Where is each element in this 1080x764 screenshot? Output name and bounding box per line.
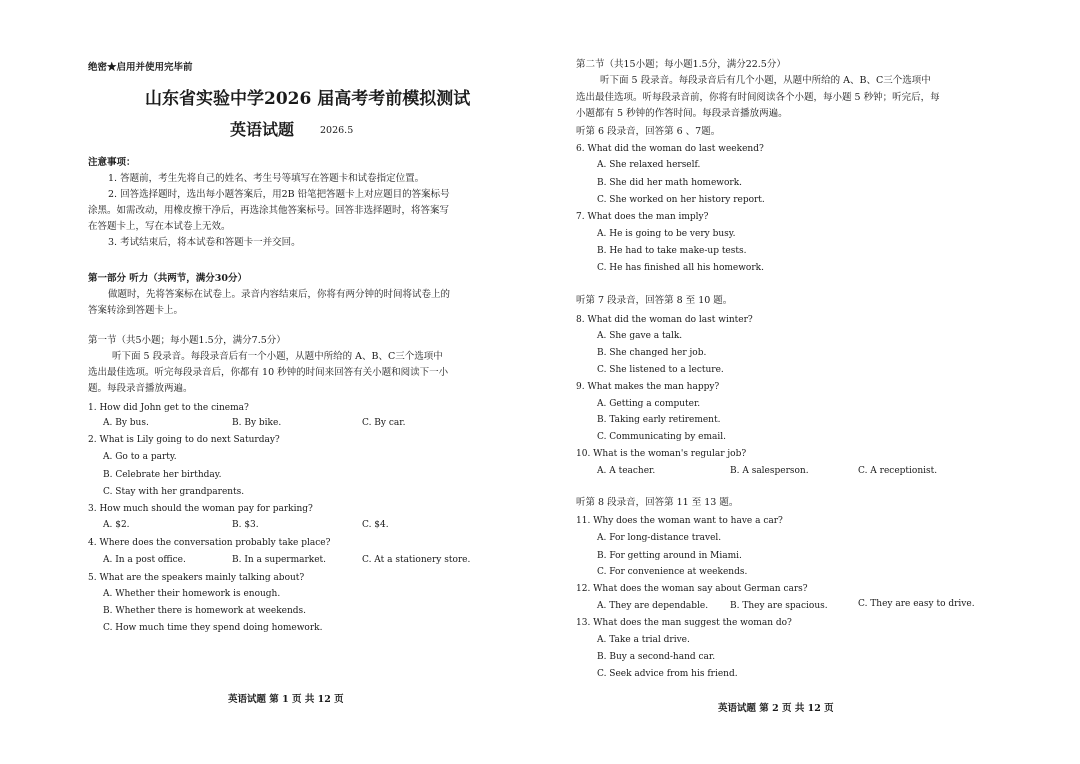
exam-date: 2026.5 [320,125,354,136]
question-13: 13. What does the man suggest the woman do? [576,618,792,628]
question-3: 3. How much should the woman pay for parking? [88,504,313,514]
section2-heading: 第二节（共15小题；每小题1.5分，满分22.5分） [576,59,786,70]
section1-intro-1: 听下面 5 段录音。每段录音后有一个小题，从题中所给的 A、B、C三个选项中 [112,351,443,362]
q4-option-b: B. In a supermarket. [232,555,327,565]
question-12: 12. What does the woman say about German cars? [576,584,808,594]
q2-option-c: C. Stay with her grandparents. [103,487,245,497]
page-footer: 英语试题 第 1 页 共 12 页 [228,694,344,705]
question-11: 11. Why does the woman want to have a car? [576,516,783,526]
q8-option-c: C. She listened to a lecture. [597,365,724,375]
section2-intro-3: 小题都有 5 秒钟的作答时间。每段录音播放两遍。 [576,108,788,119]
section1-intro-2: 选出最佳选项。听完每段录音后，你都有 10 秒钟的时间来回答有关小题和阅读下一小 [88,367,449,378]
q3-option-c: C. $4. [362,520,389,530]
q7-option-b: B. He had to take make-up tests. [597,246,747,256]
q5-option-c: C. How much time they spend doing homework. [103,623,323,633]
note-2-cont: 涂黑。如需改动，用橡皮擦干净后，再选涂其他答案标号。回答非选择题时，将答案写 [88,205,450,216]
q5-option-a: A. Whether their homework is enough. [103,589,281,599]
exam-title: 山东省实验中学2026 届高考考前模拟测试 [145,89,471,109]
q4-option-a: A. In a post office. [103,555,186,565]
q6-option-a: A. She relaxed herself. [597,160,701,170]
question-5: 5. What are the speakers mainly talking about? [88,573,305,583]
q6-option-c: C. She worked on her history report. [597,195,765,205]
section1-intro-3: 题。每段录音播放两遍。 [88,383,193,394]
note-1: 1. 答题前，考生先将自己的姓名、考生号等填写在答题卡和试卷指定位置。 [108,173,425,184]
subject-title: 英语试题 [230,120,295,139]
page-footer: 英语试题 第 2 页 共 12 页 [718,703,834,714]
q8-option-b: B. She changed her job. [597,348,707,358]
notes-heading: 注意事项： [88,157,136,168]
section2-intro-2: 选出最佳选项。听每段录音前，你将有时间阅读各个小题，每小题 5 秒钟；听完后，每 [576,92,940,103]
q10-option-b: B. A salesperson. [730,466,809,476]
q3-option-a: A. $2. [103,520,130,530]
q10-option-a: A. A teacher. [597,466,656,476]
q11-option-b: B. For getting around in Miami. [597,551,742,561]
q12-option-a: A. They are dependable. [597,601,709,611]
exam-page-2 [540,0,1080,764]
q12-option-b: B. They are spacious. [730,601,828,611]
section2-intro-1: 听下面 5 段录音。每段录音后有几个小题，从题中所给的 A、B、C三个选项中 [600,75,931,86]
question-8: 8. What did the woman do last winter? [576,315,753,325]
q7-option-a: A. He is going to be very busy. [597,229,736,239]
q4-option-c: C. At a stationery store. [362,555,471,565]
part1-heading: 第一部分 听力（共两节，满分30分） [88,273,248,284]
q9-option-a: A. Getting a computer. [597,399,701,409]
q9-option-c: C. Communicating by email. [597,432,727,442]
question-6: 6. What did the woman do last weekend? [576,144,764,154]
q13-option-b: B. Buy a second-hand car. [597,652,716,662]
note-2-end: 在答题卡上，写在本试卷上无效。 [88,221,231,232]
q8-option-a: A. She gave a talk. [597,331,683,341]
q9-option-b: B. Taking early retirement. [597,415,721,425]
note-2: 2. 回答选择题时，选出每小题答案后，用2B 铅笔把答题卡上对应题目的答案标号 [108,189,450,200]
question-1: 1. How did John get to the cinema? [88,403,249,413]
q13-option-a: A. Take a trial drive. [597,635,690,645]
q6-option-b: B. She did her math homework. [597,178,743,188]
question-7: 7. What does the man imply? [576,212,709,222]
q12-option-c: C. They are easy to drive. [858,599,975,609]
q11-option-a: A. For long-distance travel. [597,533,722,543]
part1-intro-1: 做题时，先将答案标在试卷上。录音内容结束后，你将有两分钟的时间将试卷上的 [108,289,451,300]
q3-option-b: B. $3. [232,520,259,530]
q1-option-a: A. By bus. [103,418,149,428]
question-9: 9. What makes the man happy? [576,382,720,392]
q11-option-c: C. For convenience at weekends. [597,567,748,577]
question-4: 4. Where does the conversation probably take place? [88,538,331,548]
q1-option-c: C. By car. [362,418,406,428]
segment-8-heading: 听第 8 段录音，回答第 11 至 13 题。 [576,497,739,508]
segment-6-heading: 听第 6 段录音，回答第 6 、7题。 [576,126,721,137]
note-3: 3. 考试结束后，将本试卷和答题卡一并交回。 [108,237,301,248]
q10-option-c: C. A receptionist. [858,466,938,476]
q1-option-b: B. By bike. [232,418,282,428]
segment-7-heading: 听第 7 段录音，回答第 8 至 10 题。 [576,295,733,306]
q7-option-c: C. He has finished all his homework. [597,263,764,273]
question-10: 10. What is the woman's regular job? [576,449,747,459]
part1-intro-2: 答案转涂到答题卡上。 [88,305,184,316]
confidential-mark: 绝密★启用并使用完毕前 [88,62,193,73]
question-2: 2. What is Lily going to do next Saturday? [88,435,280,445]
q2-option-b: B. Celebrate her birthday. [103,470,222,480]
q2-option-a: A. Go to a party. [103,452,177,462]
q13-option-c: C. Seek advice from his friend. [597,669,738,679]
section1-heading: 第一节（共5小题；每小题1.5分，满分7.5分） [88,335,286,346]
q5-option-b: B. Whether there is homework at weekends. [103,606,307,616]
